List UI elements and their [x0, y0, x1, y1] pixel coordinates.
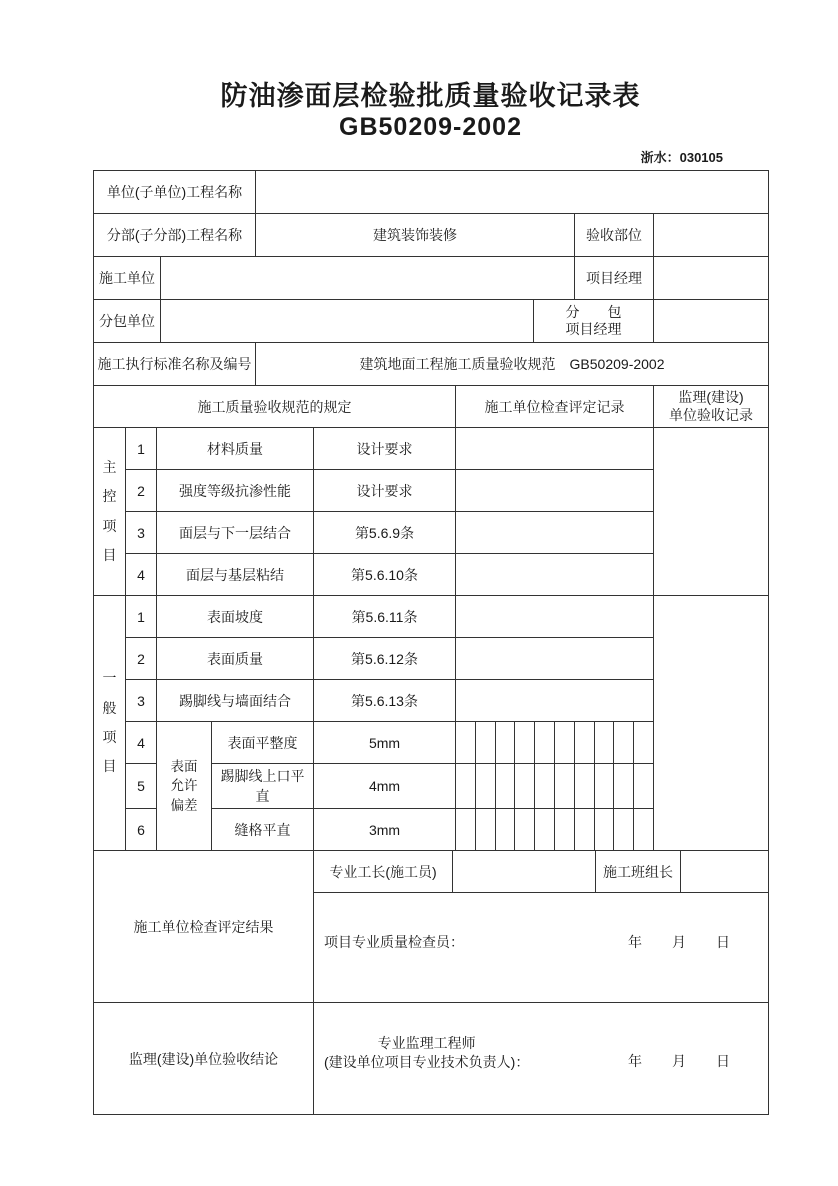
evaluation-sign-row [94, 851, 769, 893]
measurement-cell[interactable] [515, 809, 535, 850]
unit-project-name-label: 单位(子单位)工程名称 [94, 171, 256, 214]
subcontract-manager-label-line2: 项目经理 [565, 321, 622, 337]
table-row [94, 343, 769, 386]
conclusion-date: 年 月 日 [628, 1052, 738, 1069]
item-requirement: 第5.6.11条 [314, 596, 456, 638]
item-name: 材料质量 [157, 428, 314, 470]
measurement-cell[interactable] [496, 809, 516, 850]
engineer-label-line1: 专业监理工程师 [377, 1035, 476, 1052]
supervision-record-general-cell[interactable] [654, 596, 769, 851]
evaluation-result-table [93, 850, 769, 1003]
measurement-grid-cell [456, 764, 654, 809]
project-manager-label: 项目经理 [575, 257, 654, 300]
measurement-cell[interactable] [634, 764, 653, 808]
measurement-cell[interactable] [496, 764, 516, 808]
subcontract-manager-label-line1: 分 包 [565, 303, 622, 320]
surface-tolerance-label: 表面允许偏差 [170, 758, 198, 813]
inspector-signature-area [316, 932, 766, 964]
measurement-cell[interactable] [456, 764, 476, 808]
item-name: 踢脚线上口平直 [212, 764, 314, 809]
item-requirement: 3mm [314, 809, 456, 851]
measurement-cell[interactable] [575, 809, 595, 850]
item-number: 2 [126, 470, 157, 512]
item-number: 1 [126, 428, 157, 470]
item-name: 强度等级抗渗性能 [157, 470, 314, 512]
engineer-label-block [324, 1034, 529, 1070]
item-name: 表面平整度 [212, 722, 314, 764]
items-header-row [94, 386, 769, 428]
subdivision-name-label: 分部(子分部)工程名称 [94, 214, 256, 257]
item-number: 5 [126, 764, 157, 809]
evaluation-date: 年 月 日 [628, 933, 738, 950]
item-number: 6 [126, 809, 157, 851]
item-number: 3 [126, 680, 157, 722]
engineer-signature-area [316, 1034, 766, 1082]
measurement-cell[interactable] [575, 722, 595, 763]
item-requirement: 4mm [314, 764, 456, 809]
inspection-record-cell[interactable] [456, 680, 654, 722]
item-name: 表面质量 [157, 638, 314, 680]
inspection-record-cell[interactable] [456, 596, 654, 638]
subcontract-manager-label [534, 300, 654, 343]
inspection-record-cell[interactable] [456, 512, 654, 554]
inspection-items-table [93, 385, 769, 851]
item-name: 面层与下一层结合 [157, 512, 314, 554]
foreman-label: 专业工长(施工员) [314, 851, 453, 893]
measurement-cell[interactable] [515, 764, 535, 808]
contractor-label: 施工单位 [94, 257, 161, 300]
measurement-cell[interactable] [595, 764, 615, 808]
evaluation-result-label: 施工单位检查评定结果 [94, 851, 314, 1003]
measurement-cell[interactable] [555, 764, 575, 808]
measurement-cell[interactable] [515, 722, 535, 763]
form-code-label: 浙水：030105 [640, 150, 723, 165]
unit-project-name-value[interactable] [256, 171, 769, 214]
measurement-cell[interactable] [476, 764, 496, 808]
general-items-category-label: 一般项目 [102, 670, 117, 775]
main-item-row [94, 428, 769, 470]
acceptance-part-label: 验收部位 [575, 214, 654, 257]
column-header-supervision [654, 386, 769, 428]
column-header-check-record: 施工单位检查评定记录 [456, 386, 654, 428]
foreman-value[interactable] [453, 851, 596, 893]
subcontractor-value[interactable] [161, 300, 534, 343]
table-row [94, 300, 769, 343]
item-name: 缝格平直 [212, 809, 314, 851]
measurement-cell[interactable] [614, 764, 634, 808]
item-requirement: 第5.6.12条 [314, 638, 456, 680]
item-name: 表面坡度 [157, 596, 314, 638]
table-row [94, 171, 769, 214]
column-header-supervision-line2: 单位验收记录 [669, 406, 754, 423]
inspection-form [93, 170, 768, 1115]
subcontract-manager-value[interactable] [654, 300, 769, 343]
page-subtitle: GB50209-2002 [339, 113, 522, 142]
surface-tolerance-label-cell [157, 722, 212, 851]
main-items-category-cell [94, 428, 126, 596]
conclusion-row [94, 1003, 769, 1115]
measurement-grid [456, 764, 653, 808]
measurement-cell[interactable] [456, 722, 476, 763]
item-name: 踢脚线与墙面结合 [157, 680, 314, 722]
general-items-category-cell [94, 596, 126, 851]
inspection-record-cell[interactable] [456, 428, 654, 470]
measurement-cell[interactable] [535, 764, 555, 808]
engineer-signature-cell[interactable] [314, 1003, 769, 1115]
item-name: 面层与基层粘结 [157, 554, 314, 596]
acceptance-part-value[interactable] [654, 214, 769, 257]
page-title: 防油渗面层检验批质量验收记录表 [220, 81, 641, 111]
column-header-regulation: 施工质量验收规范的规定 [94, 386, 456, 428]
table-row [94, 257, 769, 300]
measurement-grid-cell [456, 722, 654, 764]
measurement-cell[interactable] [456, 809, 476, 850]
supervision-conclusion-table [93, 1002, 769, 1115]
item-number: 2 [126, 638, 157, 680]
column-header-supervision-line1: 监理(建设) [678, 389, 744, 405]
inspector-label: 项目专业质量检查员： [324, 933, 464, 950]
team-leader-label: 施工班组长 [596, 851, 681, 893]
table-row [94, 214, 769, 257]
subcontractor-label: 分包单位 [94, 300, 161, 343]
measurement-cell[interactable] [575, 764, 595, 808]
measurement-cell[interactable] [476, 809, 496, 850]
contractor-value[interactable] [161, 257, 575, 300]
item-number: 1 [126, 596, 157, 638]
item-requirement: 5mm [314, 722, 456, 764]
inspector-signature-cell[interactable] [314, 893, 769, 1003]
measurement-cell[interactable] [595, 722, 615, 763]
measurement-cell[interactable] [634, 809, 653, 850]
item-number: 4 [126, 722, 157, 764]
supervision-record-main-cell[interactable] [654, 428, 769, 596]
measurement-cell[interactable] [476, 722, 496, 763]
item-requirement: 第5.6.10条 [314, 554, 456, 596]
form-title-block [93, 80, 768, 142]
measurement-cell[interactable] [555, 722, 575, 763]
measurement-cell[interactable] [535, 722, 555, 763]
item-requirement: 设计要求 [314, 470, 456, 512]
measurement-grid [456, 722, 653, 763]
item-requirement: 设计要求 [314, 428, 456, 470]
inspection-record-cell[interactable] [456, 638, 654, 680]
subdivision-name-value[interactable]: 建筑装饰装修 [256, 214, 575, 257]
measurement-cell[interactable] [614, 722, 634, 763]
execution-standard-label: 施工执行标准名称及编号 [94, 343, 256, 386]
project-manager-value[interactable] [654, 257, 769, 300]
measurement-cell[interactable] [555, 809, 575, 850]
measurement-grid [456, 809, 653, 850]
item-requirement: 第5.6.9条 [314, 512, 456, 554]
inspection-record-cell[interactable] [456, 470, 654, 512]
supervision-conclusion-label: 监理(建设)单位验收结论 [94, 1003, 314, 1115]
general-item-row [94, 596, 769, 638]
measurement-cell[interactable] [634, 722, 653, 763]
measurement-cell[interactable] [595, 809, 615, 850]
item-number: 3 [126, 512, 157, 554]
project-info-table [93, 170, 769, 386]
main-items-category-label: 主控项目 [102, 458, 117, 563]
engineer-label-line2: (建设单位项目专业技术负责人)： [324, 1053, 530, 1070]
team-leader-value[interactable] [681, 851, 769, 893]
measurement-cell[interactable] [496, 722, 516, 763]
measurement-cell[interactable] [614, 809, 634, 850]
item-requirement: 第5.6.13条 [314, 680, 456, 722]
execution-standard-value: 建筑地面工程施工质量验收规范 GB50209-2002 [256, 343, 769, 386]
inspection-record-cell[interactable] [456, 554, 654, 596]
measurement-grid-cell [456, 809, 654, 851]
item-number: 4 [126, 554, 157, 596]
measurement-cell[interactable] [535, 809, 555, 850]
